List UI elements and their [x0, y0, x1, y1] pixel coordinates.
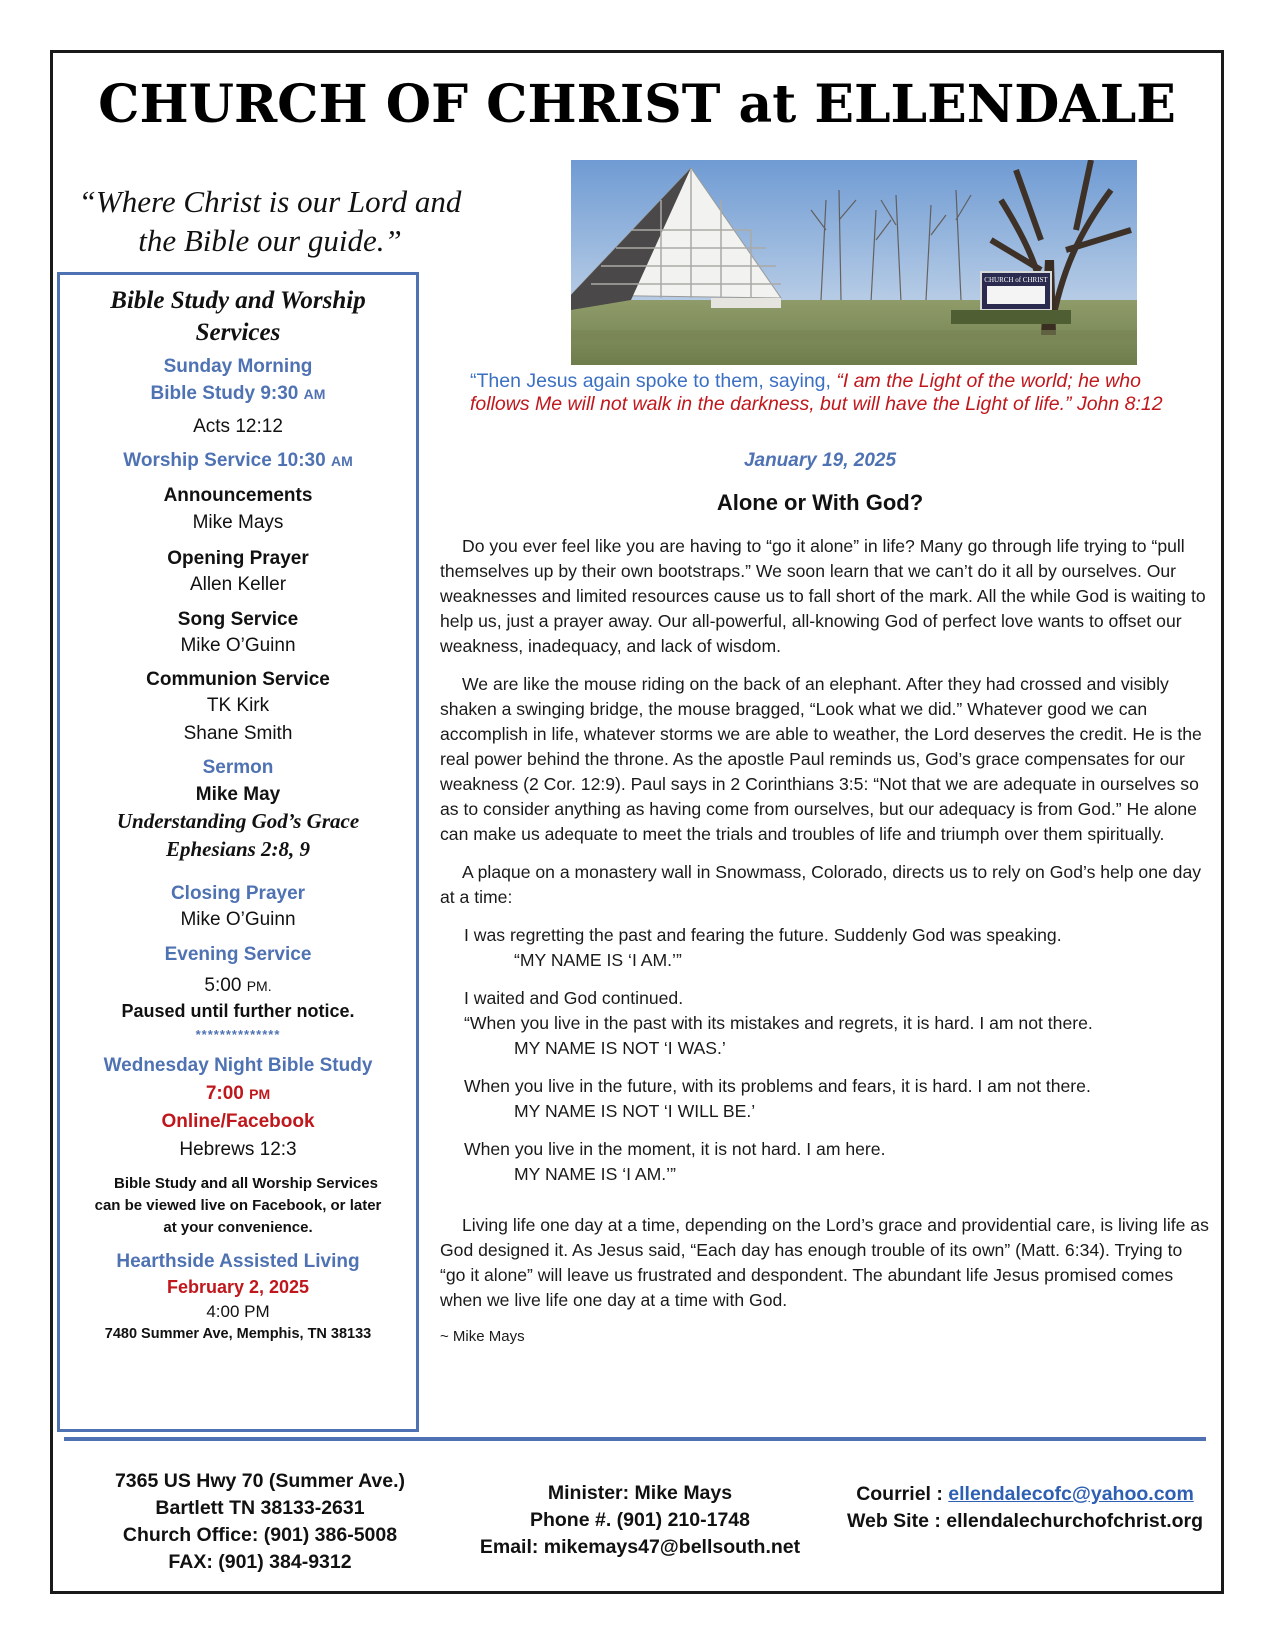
- courriel-email-link[interactable]: ellendalecofc@yahoo.com: [948, 1483, 1194, 1505]
- separator-stars: **************: [195, 1027, 281, 1042]
- sermon-reference: Ephesians 2:8, 9: [165, 837, 311, 861]
- footer-minister-block: [460, 1480, 820, 1561]
- sign-text: CHURCH of CHRIST: [984, 276, 1048, 284]
- poem3-line-b: MY NAME IS NOT ‘I WILL BE.’: [514, 1101, 756, 1121]
- evening-service-time: [60, 975, 416, 997]
- footer-website: Web Site : ellendalechurchofchrist.org: [846, 1510, 1204, 1532]
- bible-study-reference: Acts 12:12: [193, 416, 283, 437]
- article-title: Alone or With God?: [716, 490, 924, 515]
- footer-minister-email: Email: mikemays47@bellsouth.net: [479, 1536, 801, 1558]
- communion-name-2: Shane Smith: [183, 723, 293, 744]
- footer-minister: Minister: Mike Mays: [547, 1482, 733, 1504]
- poem-stanza-4: [440, 1137, 1210, 1187]
- bible-study-time: [60, 383, 416, 405]
- worship-service-text: Worship Service 10:30: [123, 450, 326, 471]
- scripture-verse: [470, 370, 1200, 416]
- verse-quote: “I am the Light of the world; he who follows Me will not walk in the darkness, but will have the Light of life.” John 8:12: [470, 370, 1163, 415]
- poem-stanza-2: [440, 986, 1210, 1061]
- poem2-line-a: I waited and God continued.: [464, 988, 684, 1008]
- article-date: January 19, 2025: [743, 450, 897, 471]
- page-title: CHURCH OF CHRIST at ELLENDALE: [98, 74, 1176, 135]
- poem4-line-a: When you live in the moment, it is not hard. I am here.: [464, 1139, 886, 1159]
- announcements-name: Mike Mays: [192, 512, 284, 533]
- wednesday-time: [60, 1083, 416, 1105]
- footer-minister-phone: Phone #. (901) 210-1748: [529, 1509, 751, 1531]
- poem1-line-a: I was regretting the past and fearing the future. Suddenly God was speaking.: [464, 925, 1062, 945]
- poem1-line-b: “MY NAME IS ‘I AM.’”: [514, 950, 682, 970]
- announcements-label: Announcements: [163, 485, 313, 506]
- closing-prayer-label: Closing Prayer: [170, 883, 306, 904]
- poem2-line-c: MY NAME IS NOT ‘I WAS.’: [514, 1038, 726, 1058]
- poem2-line-b: “When you live in the past with its mistakes and regrets, it is hard. I am not there.: [464, 1013, 1093, 1033]
- church-photo-illustration: [571, 160, 1137, 365]
- facebook-note: [60, 1173, 416, 1239]
- evening-time-text: 5:00: [204, 975, 242, 996]
- services-sidebar: [57, 272, 419, 1432]
- footer-contact-block: [835, 1481, 1215, 1535]
- song-service-label: Song Service: [177, 609, 299, 630]
- footer-address-line2: Bartlett TN 38133-2631: [155, 1497, 365, 1519]
- sermon-label: Sermon: [202, 757, 274, 778]
- sidebar-heading: [60, 285, 416, 349]
- footer-office-phone: Church Office: (901) 386-5008: [122, 1524, 398, 1546]
- communion-name-1: TK Kirk: [206, 695, 270, 716]
- hearthside-label: Hearthside Assisted Living: [116, 1251, 360, 1272]
- sermon-speaker: Mike May: [195, 784, 281, 805]
- opening-prayer-name: Allen Keller: [189, 574, 287, 595]
- sidebar-heading-line2: Services: [195, 319, 281, 346]
- wednesday-ampm: PM: [249, 1086, 271, 1102]
- facebook-note-line2: can be viewed live on Facebook, or later: [94, 1197, 382, 1214]
- wednesday-reference: Hebrews 12:3: [179, 1139, 297, 1160]
- footer-courriel: [835, 1481, 1215, 1508]
- poem3-line-a: When you live in the future, with its problems and fears, it is hard. I am not there.: [464, 1076, 1091, 1096]
- footer-address-line1: 7365 US Hwy 70 (Summer Ave.): [114, 1470, 406, 1492]
- sunday-morning-label: Sunday Morning: [163, 356, 313, 377]
- wednesday-location: Online/Facebook: [161, 1111, 315, 1132]
- verse-intro: “Then Jesus again spoke to them, saying,: [470, 370, 837, 392]
- evening-ampm: PM.: [246, 978, 272, 994]
- worship-ampm: AM: [330, 453, 353, 469]
- article-paragraph-4: Living life one day at a time, depending on the Lord’s grace and providential care, is living life as God designed it. As Jesus said, “Each day has enough trouble of its own” (Matt. 6:34). Trying to “go it alone” will leave us frustrated and despondent. The abundant life Jesus promised comes when we live life one day at a time with God.: [440, 1215, 1209, 1310]
- bible-study-text: Bible Study 9:30: [150, 383, 299, 404]
- article-paragraph-2: We are like the mouse riding on the back of an elephant. After they had crossed and visibly shaken a swinging bridge, the mouse bragged, “Look what we did.” Whatever good we can accomplish in life, whatever storms we are able to weather, the Lord deserves the credit. He is the real power behind the throne. As the apostle Paul reminds us, God’s grace compensates for our weakness (2 Cor. 12:9). Paul says in 2 Corinthians 3:5: “Not that we are adequate in ourselves so as to consider anything as having come from ourselves, but our adequacy is from God.” He alone can make us adequate to meet the trials and troubles of life and triumph over them spiritually.: [440, 674, 1202, 844]
- article-paragraph-3: A plaque on a monastery wall in Snowmass, Colorado, directs us to rely on God’s help one day at a time:: [440, 862, 1202, 907]
- song-service-name: Mike O’Guinn: [180, 635, 296, 656]
- poem4-line-b: MY NAME IS ‘I AM.’”: [514, 1164, 676, 1184]
- hearthside-time: 4:00 PM: [206, 1302, 270, 1321]
- wednesday-label: Wednesday Night Bible Study: [103, 1055, 373, 1076]
- church-building-photo: [571, 160, 1137, 365]
- communion-label: Communion Service: [146, 669, 330, 690]
- facebook-note-line1: Bible Study and all Worship Services: [114, 1175, 378, 1192]
- poem-stanza-1: [440, 923, 1210, 973]
- article-signature: ~ Mike Mays: [440, 1328, 525, 1345]
- evening-service-label: Evening Service: [164, 944, 312, 965]
- facebook-note-line3: at your convenience.: [163, 1219, 313, 1236]
- worship-service-time: [60, 450, 416, 472]
- hearthside-date: February 2, 2025: [166, 1277, 310, 1297]
- hearthside-address: 7480 Summer Ave, Memphis, TN 38133: [104, 1326, 372, 1342]
- bible-study-ampm: AM: [303, 386, 326, 402]
- wednesday-time-text: 7:00: [205, 1083, 244, 1104]
- evening-paused-note: Paused until further notice.: [121, 1001, 355, 1021]
- footer-divider: [64, 1437, 1206, 1441]
- tagline: “Where Christ is our Lord and the Bible our guide.”: [78, 184, 462, 258]
- article-paragraph-1: Do you ever feel like you are having to “go it alone” in life? Many go through life trying to “pull themselves up by their own bootstraps.” We soon learn that we can’t do it all by ourselves. Our weaknesses and limited resources cause us to fall short of the mark. All the while God is waiting to help us, just a prayer away. Our all-powerful, all-knowing God of perfect love wants to offset our weakness, inadequacy, and lack of wisdom.: [440, 536, 1206, 656]
- sidebar-heading-line1: Bible Study and Worship: [110, 287, 366, 314]
- opening-prayer-label: Opening Prayer: [167, 548, 309, 569]
- courriel-label: Courriel :: [856, 1483, 949, 1505]
- poem-stanza-3: [440, 1074, 1210, 1124]
- sermon-title: Understanding God’s Grace: [116, 809, 360, 833]
- article-body: [440, 534, 1210, 1362]
- closing-prayer-name: Mike O’Guinn: [180, 909, 296, 930]
- footer-fax: FAX: (901) 384-9312: [168, 1551, 352, 1573]
- footer-address-block: [80, 1468, 440, 1576]
